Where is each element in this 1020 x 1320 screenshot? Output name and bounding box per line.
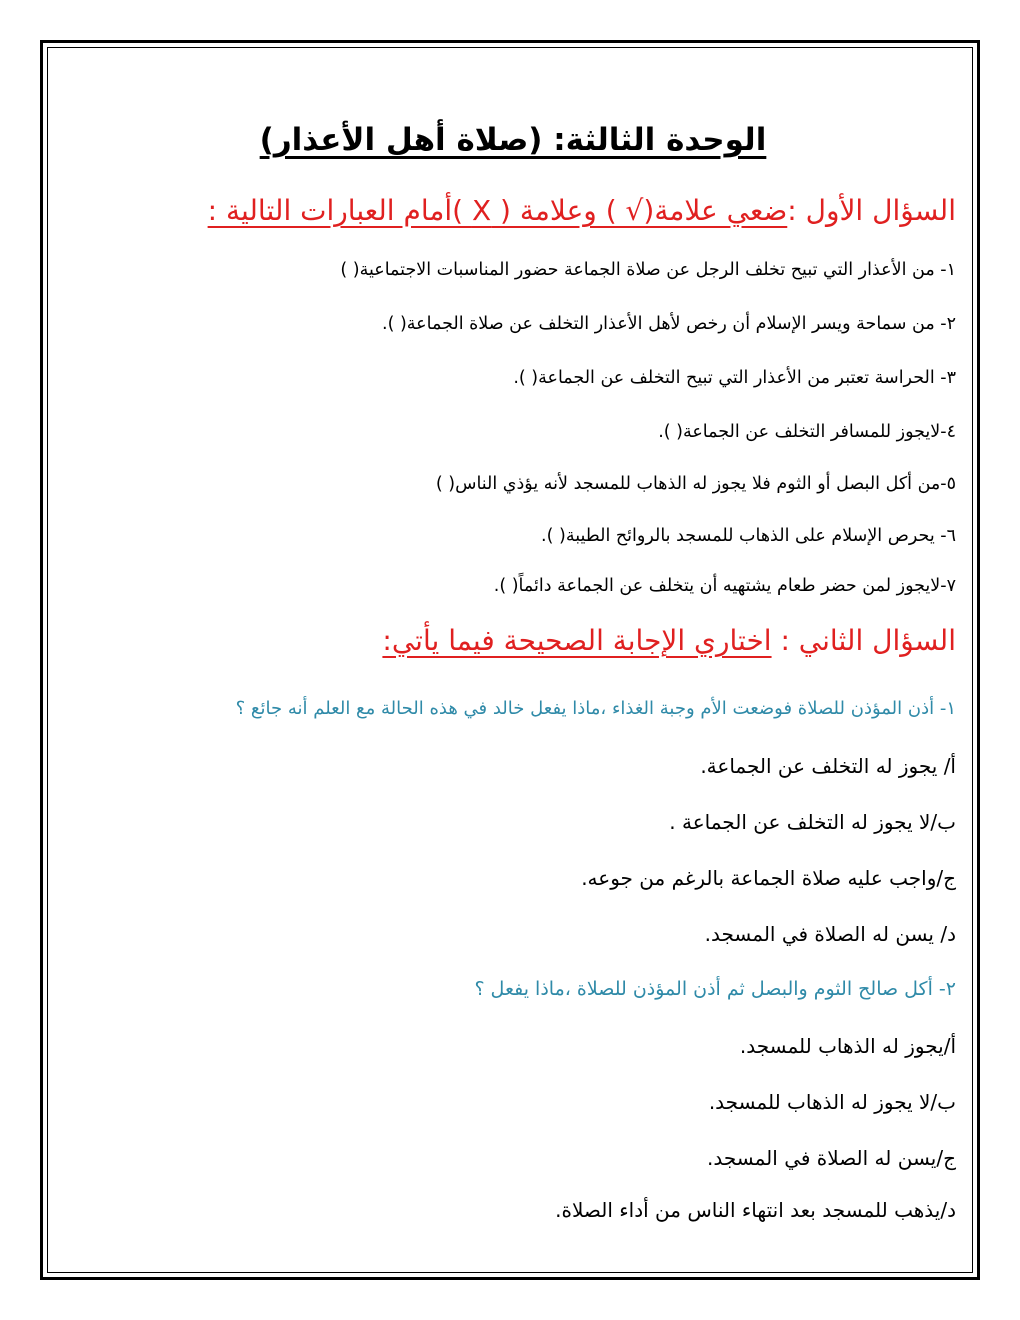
question-1-prefix: السؤال الأول : (787, 194, 956, 227)
question-1-heading (208, 194, 956, 227)
mcq-question-2: ٢- أكل صالح الثوم والبصل ثم أذن المؤذن للصلاة ،ماذا يفعل ؟ (474, 978, 956, 1000)
statement-3: ٣- الحراسة تعتبر من الأعذار التي تبيح التخلف عن الجماعة( ). (513, 368, 956, 388)
statement-2: ٢- من سماحة ويسر الإسلام أن رخص لأهل الأعذار التخلف عن صلاة الجماعة( ). (382, 314, 956, 334)
question-2-prefix: السؤال الثاني : (771, 624, 956, 657)
question-2-instruction: اختاري الإجابة الصحيحة فيما يأتي: (382, 624, 772, 657)
mcq-1-option-d: د/ يسن له الصلاة في المسجد. (704, 922, 956, 946)
statement-4: ٤-لايجوز للمسافر التخلف عن الجماعة( ). (658, 422, 956, 442)
mcq-2-option-c: ج/يسن له الصلاة في المسجد. (707, 1146, 956, 1170)
question-1-instruction: ضعي علامة(√ ) وعلامة ( X )أمام العبارات التالية : (207, 194, 788, 227)
mcq-1-option-a: أ/ يجوز له التخلف عن الجماعة. (700, 754, 956, 778)
mcq-1-option-b: ب/لا يجوز له التخلف عن الجماعة . (669, 810, 956, 834)
statement-6: ٦- يحرص الإسلام على الذهاب للمسجد بالروائح الطيبة( ). (541, 526, 956, 546)
statement-5: ٥-من أكل البصل أو الثوم فلا يجوز له الذهاب للمسجد لأنه يؤذي الناس( ) (435, 474, 956, 494)
mcq-question-1: ١- أذن المؤذن للصلاة فوضعت الأم وجبة الغذاء ،ماذا يفعل خالد في هذه الحالة مع العلم أنه جائع ؟ (235, 698, 956, 719)
mcq-2-option-d: د/يذهب للمسجد بعد انتهاء الناس من أداء الصلاة. (555, 1198, 956, 1222)
mcq-2-option-b: ب/لا يجوز له الذهاب للمسجد. (708, 1090, 956, 1114)
mcq-2-option-a: أ/يجوز له الذهاب للمسجد. (739, 1034, 956, 1058)
statement-7: ٧-لايجوز لمن حضر طعام يشتهيه أن يتخلف عن الجماعة دائماً( ). (493, 576, 956, 596)
page-title: الوحدة الثالثة: (صلاة أهل الأعذار) (259, 122, 767, 158)
question-2-heading (382, 624, 956, 657)
statement-1: ١- من الأعذار التي تبيح تخلف الرجل عن صلاة الجماعة حضور المناسبات الاجتماعية( ) (340, 260, 956, 280)
mcq-1-option-c: ج/واجب عليه صلاة الجماعة بالرغم من جوعه. (581, 866, 956, 890)
